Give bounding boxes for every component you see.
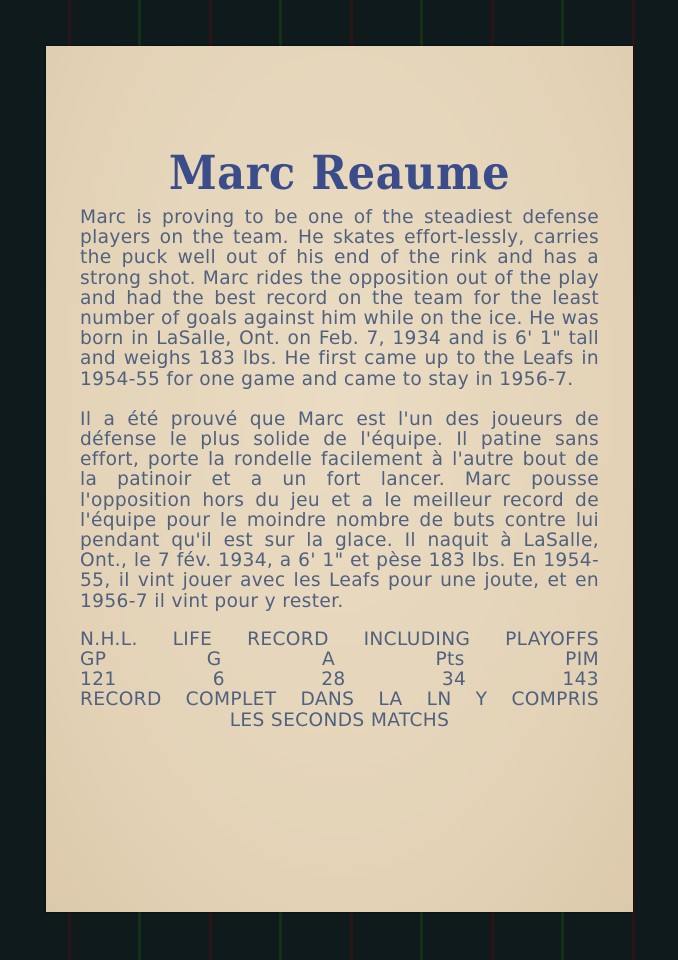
record-footer-word: DANS <box>300 689 355 711</box>
stat-value-a: 28 <box>321 669 346 691</box>
record-heading-word: N.H.L. <box>80 628 138 650</box>
stat-value-g: 6 <box>212 669 225 691</box>
record-footer-word: COMPLET <box>185 689 277 711</box>
stat-value-pim: 143 <box>562 669 599 691</box>
record-heading-word: PLAYOFFS <box>505 628 599 650</box>
bio-english: Marc is proving to be one of the steadiest defense players on the team. He skates effort-lessly, carries the puck well out of his end of the rink and has a strong shot. Marc rides the opposition out of the play and had the best record on the team for the least number of goals against him while on the ice. He was born in LaSalle, Ont. on Feb. 7, 1934 and is 6' 1" tall and weighs 183 lbs. He first came up to the Leafs in 1954-55 for one game and came to stay in 1956-7. <box>80 207 599 390</box>
stat-header-g: G <box>206 649 222 671</box>
record-footer-word: RECORD <box>80 689 162 711</box>
record-heading-word: INCLUDING <box>363 628 471 650</box>
record-footer-word: Y <box>475 689 488 711</box>
trading-card-back <box>46 46 633 912</box>
record-footer-fr <box>80 690 599 710</box>
record-footer-word: LN <box>426 689 452 711</box>
stat-header-a: A <box>321 649 336 671</box>
record-heading-word: RECORD <box>247 628 329 650</box>
bio-french: Il a été prouvé que Marc est l'un des joueurs de défense le plus solide de l'équipe. Il patine sans effort, porte la rondelle facilement à l'autre bout de la patinoir et a un fort lancer. Marc pousse l'opposition hors du jeu et a le meilleur record de l'équipe pour le moindre nombre de buts contre lui pendant qu'il est sur la glace. Il naquit à LaSalle, Ont., le 7 fév. 1934, a 6' 1" et pèse 183 lbs. En 1954-55, il vint jouer avec les Leafs pour une joute, et en 1956-7 il vint pour y rester. <box>80 408 599 612</box>
record-footer-word: LA <box>378 689 403 711</box>
record-heading-word: LIFE <box>172 628 213 650</box>
player-name: Marc Reaume <box>168 146 511 201</box>
stat-value-pts: 34 <box>441 669 467 691</box>
stat-header-pts: Pts <box>435 649 465 671</box>
record-footer-word: COMPRIS <box>511 689 599 711</box>
stat-value-row <box>80 670 599 690</box>
record-footer-fr-line2: LES SECONDS MATCHS <box>229 709 450 731</box>
record-heading <box>80 630 599 650</box>
life-record <box>80 630 599 731</box>
stat-value-gp: 121 <box>80 669 117 691</box>
stat-header-pim: PIM <box>565 649 599 671</box>
stat-header-row <box>80 650 599 670</box>
stat-header-gp: GP <box>80 649 107 671</box>
